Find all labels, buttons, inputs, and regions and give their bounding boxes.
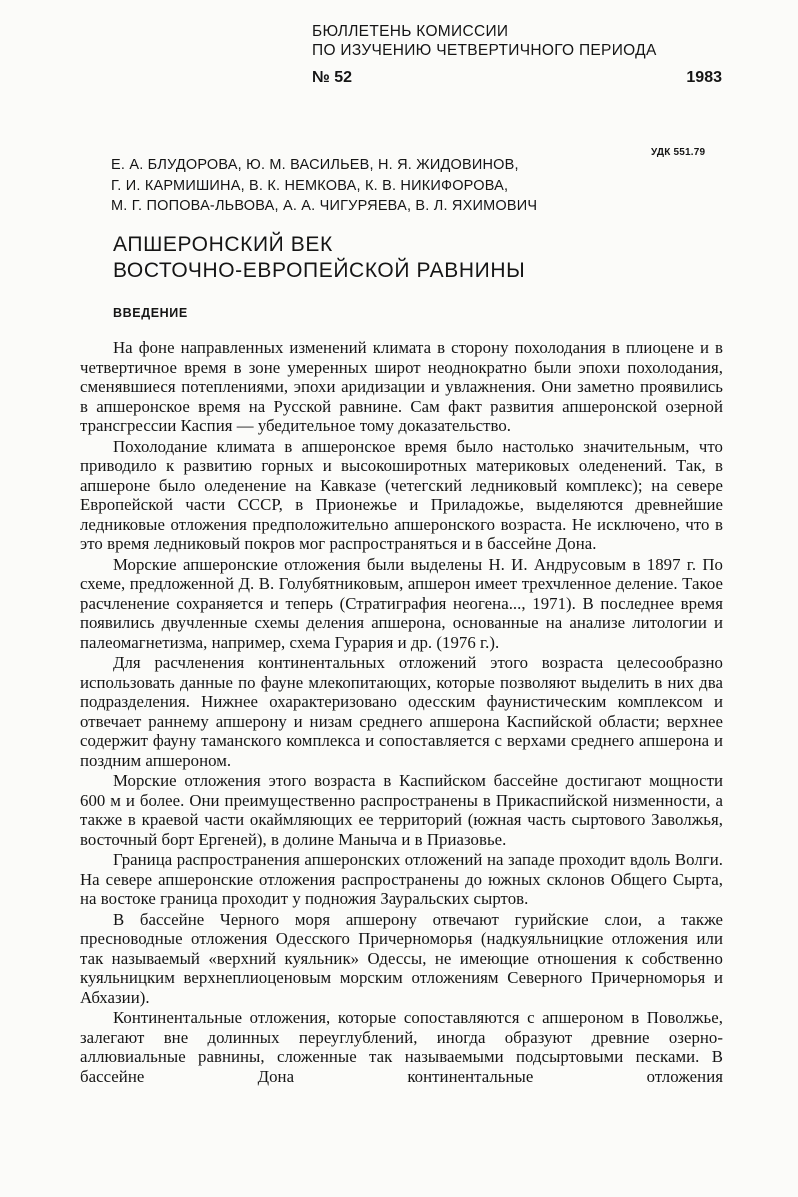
body-paragraph: Континентальные отложения, которые сопоставляются с апшероном в Поволжье, залегают вне долинных переуглублений, иногда образуют древние озерно-аллювиальные равнины, сложенные так называемыми подсыртовыми песками. В бассейне Дона континентальные отложения <box>80 1008 723 1086</box>
article-title <box>113 232 673 284</box>
journal-header <box>312 22 732 60</box>
author-line: Г. И. КАРМИШИНА, В. К. НЕМКОВА, К. В. НИКИФОРОВА, <box>111 177 509 194</box>
title-line: АПШЕРОНСКИЙ ВЕК <box>113 233 333 256</box>
issue-row <box>312 69 722 87</box>
section-heading: ВВЕДЕНИЕ <box>113 306 188 320</box>
author-list <box>111 155 631 217</box>
body-paragraph: Морские апшеронские отложения были выделены Н. И. Андрусовым в 1897 г. По схеме, предложенной Д. В. Голубятниковым, апшерон имеет трехчленное деление. Такое расчленение сохраняется и теперь (Стратиграфия неогена..., 1971). В последнее время появились двучленные схемы деления апшерона, основанные на анализе литологии и палеомагнетизма, например, схема Гурария и др. (1976 г.). <box>80 554 723 652</box>
body-paragraph: Морские отложения этого возраста в Каспийском бассейне достигают мощности 600 м и более. Они преимущественно распространены в Прикаспийской низменности, а также в краевой части окаймляющих ее территорий (южная часть сыртового Заволжья, восточный борт Ергеней), в долине Маныча и в Приазовье. <box>80 771 723 849</box>
journal-name-line-2: ПО ИЗУЧЕНИЮ ЧЕТВЕРТИЧНОГО ПЕРИОДА <box>312 42 657 59</box>
body-paragraph: Граница распространения апшеронских отложений на западе проходит вдоль Волги. На севере апшеронские отложения распространены до южных склонов Общего Сырта, на востоке граница проходит у подножия Зауральских сыртов. <box>80 850 723 908</box>
author-line: М. Г. ПОПОВА-ЛЬВОВА, А. А. ЧИГУРЯЕВА, В. Л. ЯХИМОВИЧ <box>111 198 538 214</box>
issue-number: № 52 <box>312 69 353 86</box>
publication-year: 1983 <box>686 69 722 86</box>
body-paragraph: Похолодание климата в апшеронское время было настолько значительным, что приводило к развитию горных и высокоширотных материковых оледенений. Так, в апшероне было оледенение на Кавказе (четегский ледниковый комплекс); на севере Европейской части СССР, в Прионежье и Приладожье, выделяются древнейшие ледниковые отложения предположительно апшеронского возраста. Не исключено, что в это время ледниковый покров мог распространяться и в бассейне Дона. <box>80 436 723 553</box>
body-paragraph: Для расчленения континентальных отложений этого возраста целесообразно использовать данные по фауне млекопитающих, которые позволяют выделить в них два подразделения. Нижнее охарактеризовано одесским фаунистическим комплексом и отвечает раннему апшерону и низам среднего апшерона Каспийской области; верхнее содержит фауну таманского комплекса и сопоставляется с верхами среднего апшерона и поздним апшероном. <box>80 653 723 770</box>
author-line: Е. А. БЛУДОРОВА, Ю. М. ВАСИЛЬЕВ, Н. Я. ЖИДОВИНОВ, <box>111 157 519 173</box>
body-paragraph: В бассейне Черного моря апшерону отвечают гурийские слои, а также пресноводные отложения Одесского Причерноморья (надкуяльницкие отложения или так называемый «верхний куяльник» Одессы, не имеющие отношения к собственно куяльницким верхнеплиоценовым морским отложениям Северного Причерноморья и Абхазии). <box>80 909 723 1007</box>
journal-name-line-1: БЮЛЛЕТЕНЬ КОМИССИИ <box>312 23 509 40</box>
body-paragraph: На фоне направленных изменений климата в сторону похолодания в плиоцене и в четвертичное время в зоне умеренных широт неоднократно были эпохи похолодания, сменявшиеся потеплениями, эпохи аридизации и увлажнения. Они заметно проявились в апшеронское время на Русской равнине. Сам факт развития апшеронской озерной трансгрессии Каспия — убедительное тому доказательство. <box>80 338 723 435</box>
udk-code: УДК 551.79 <box>651 147 706 158</box>
title-line: ВОСТОЧНО-ЕВРОПЕЙСКОЙ РАВНИНЫ <box>113 259 526 282</box>
article-body <box>80 338 723 1087</box>
